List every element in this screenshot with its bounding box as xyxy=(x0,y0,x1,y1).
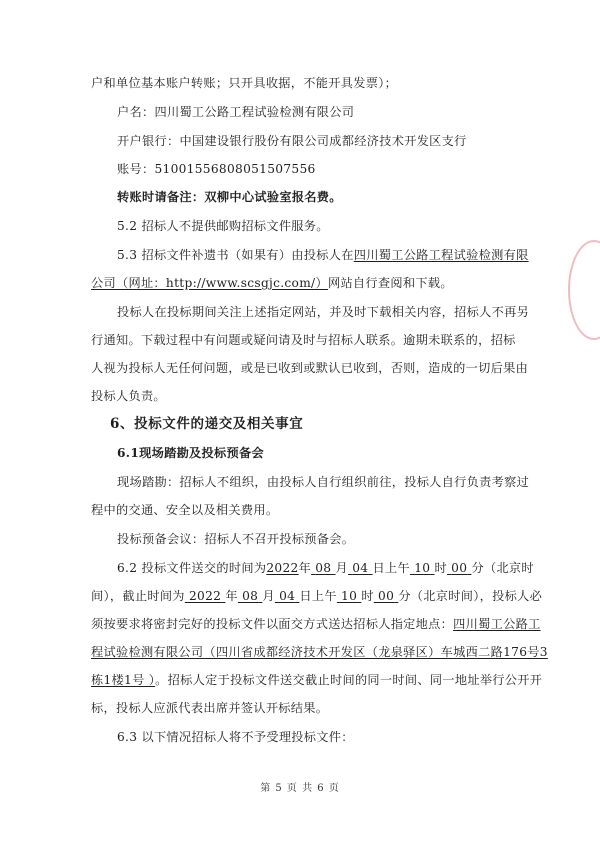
clause-6-2-line-6: 标，投标人应派代表出席并签认开标结果。 xyxy=(91,701,329,715)
account-name-line: 户名：四川蜀工公路工程试验检测有限公司 xyxy=(117,105,355,119)
clause-5-3: 5.3 招标文件补遗书（如果有）由投标人在四川蜀工公路工程试验检测有限 xyxy=(117,248,529,262)
page-footer: 第 5 页 共 6 页 xyxy=(260,783,340,794)
bank-line: 开户银行：中国建设银行股份有限公司成都经济技术开发区支行 xyxy=(117,134,467,148)
subsection-heading-6-1: 6.1现场踏勘及投标预备会 xyxy=(117,446,264,460)
transfer-note: 转账时请备注：双柳中心试验室报名费。 xyxy=(117,190,342,204)
site-visit-line-1: 现场踏勘：招标人不组织，由投标人自行组织前往，投标人自行负责考察过 xyxy=(117,475,530,489)
section-heading-6: 6、投标文件的递交及相关事宜 xyxy=(110,416,304,432)
notice-line-1: 投标人在投标期间关注上述指定网站，并及时下载相关内容，招标人不再另 xyxy=(117,305,530,319)
notice-line-4: 投标人负责。 xyxy=(91,389,166,403)
notice-line-3: 人视为投标人无任何问题，或是已收到或默认已收到，否则，造成的一切后果由 xyxy=(91,361,529,375)
account-number-line: 账号：51001556808051507556 xyxy=(117,162,316,176)
site-visit-line-2: 程中的交通、安全以及相关费用。 xyxy=(91,503,279,517)
seal-stamp-edge xyxy=(568,240,600,340)
clause-5-3-cont: 公司（网址：http://www.scsgjc.com/）网站自行查阅和下载。 xyxy=(91,276,453,290)
text-line: 户和单位基本账户转账；只开具收据，不能开具发票）； xyxy=(91,76,398,90)
issuer-name-link: 四川蜀工公路工程试验检测有限 xyxy=(353,248,529,262)
pre-bid-meeting: 投标预备会议：招标人不召开投标预备会。 xyxy=(117,532,355,546)
clause-6-2-line-2: 间），截止时间为 2022 年 08 月 04 日上午 10 时 00 分（北京时间），投标人必 xyxy=(91,589,543,603)
clause-5-2: 5.2 招标人不提供邮购招标文件服务。 xyxy=(117,219,329,233)
clause-6-2-line-3: 须按要求将密封完好的投标文件以面交方式送达招标人指定地点：四川蜀工公路工 xyxy=(91,617,541,631)
clause-6-2-line-1: 6.2 投标文件送交的时间为2022年 08 月 04 日上午 10 时 00 分（北京时 xyxy=(117,561,534,575)
website-link[interactable]: 公司（网址：http://www.scsgjc.com/） xyxy=(91,276,328,290)
notice-line-2: 行通知。下载过程中有问题或疑问请及时与招标人联系。逾期未联系的，招标 xyxy=(91,333,516,347)
clause-6-2-line-4: 程试验检测有限公司（四川省成都经济技术开发区（龙泉驿区）车城西二路176号3 xyxy=(91,645,548,659)
clause-6-3: 6.3 以下情况招标人将不予受理投标文件： xyxy=(117,730,354,744)
clause-6-2-line-5: 栋1楼1号 ）。招标人定于投标文件送交截止时间的同一时间、同一地址举行公开开 xyxy=(91,673,543,687)
